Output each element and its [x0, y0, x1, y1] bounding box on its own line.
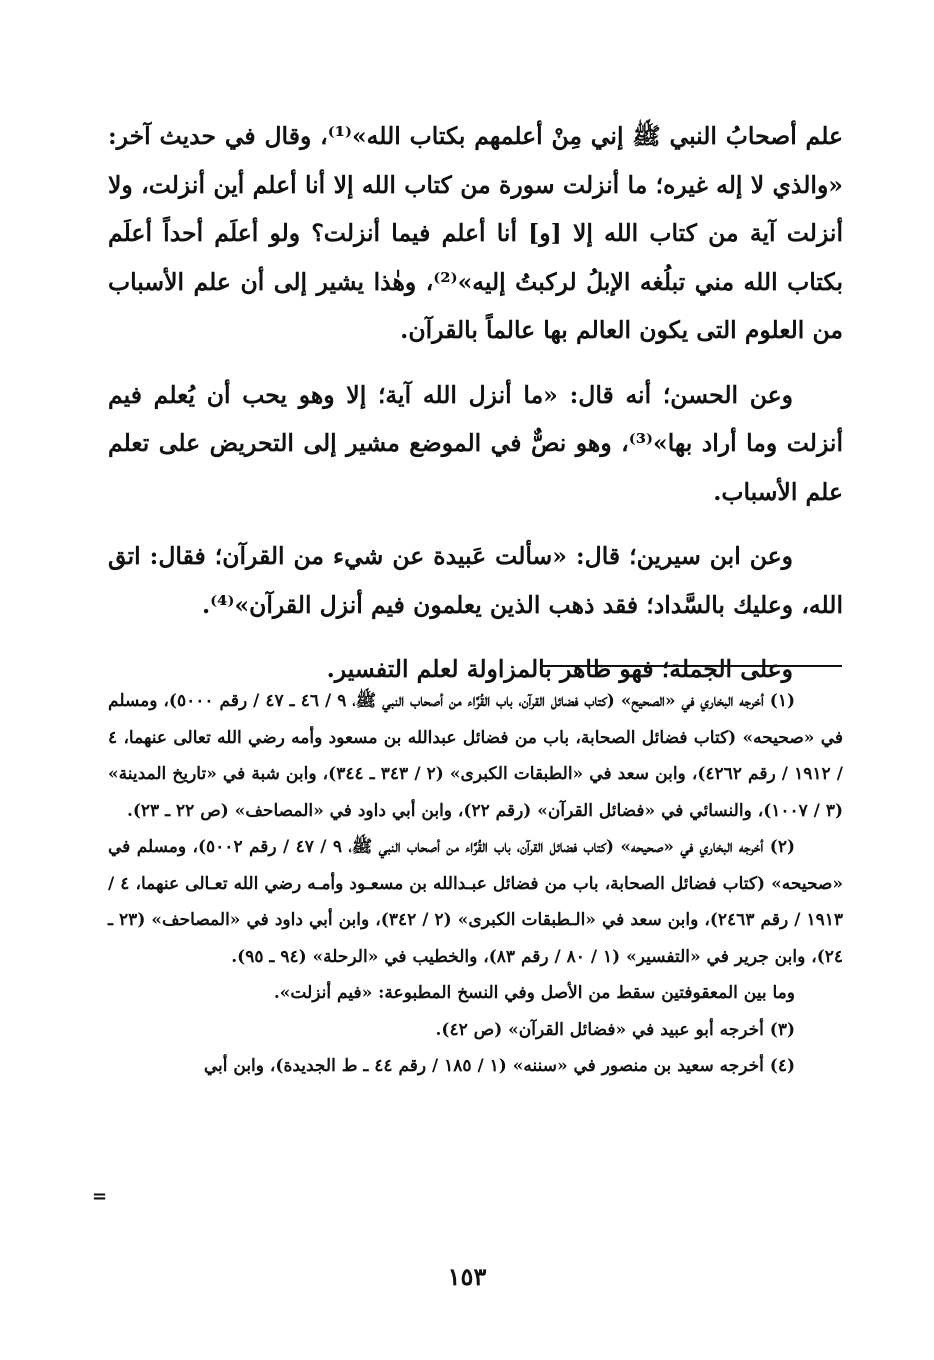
paragraph-2	[108, 371, 843, 517]
footnote-3: (٣) أخرجه أبو عبيد في «فضائل القرآن» (ص ٤٢).	[435, 1019, 795, 1040]
footnote-2: (٢) أخرجه البخاري في «صحيحه» (كتاب فضائل القرآن، باب القُرَّاء من أصحاب النبي ﷺ، ٩ / ٤٧ / رقم ٥٠٠٢)، ومسلم في «صحيحه» (كتاب فضائل الصحابة، باب من فضائل عبـدالله بن مسعـود وأمـه رضي الله تعـالى عنهما، ٤ / ١٩١٣ / رقم ٢٤٦٣)، وابن سعد في «الـطبقات الكبرى» (٢ / ٣٤٢)، وابن أبي داود في «المصاحف» (٢٣ ـ ٢٤)، وابن جرير في «التفسير» (١ / ٨٠ / رقم ٨٣)، والخطيب في «الرحلة» (٩٤ ـ ٩٥).	[108, 837, 843, 967]
footnote-2-note: وما بين المعقوفتين سقط من الأصل وفي النسخ المطبوعة: «فيم أنزلت».	[273, 983, 795, 1003]
main-text	[108, 112, 843, 694]
footnote-divider	[540, 665, 842, 667]
footnote-1: (١) أخرجه البخاري في «الصحيح» (كتاب فضائل القرآن، باب القُرَّاء من أصحاب النبي ﷺ، ٩ / ٤٦ ـ ٤٧ / رقم ٥٠٠٠)، ومسلم في «صحيحه» (كتاب فضائل الصحابة، باب من فضائل عبدالله بن مسعود وأمه رضي الله تعالى عنهما، ٤ / ١٩١٢ / رقم ٤٢٦٢)، وابن سعد في «الطبقات الكبرى» (٢ / ٣٤٣ ـ ٣٤٤)، وابن شبة في «تاريخ المدينة» (٣ / ١٠٠٧)، والنسائي في «فضائل القرآن» (رقم ٢٢)، وابن أبي داود في «المصاحف» (ص ٢٢ ـ ٢٣).	[108, 691, 843, 821]
paragraph-3	[108, 532, 843, 629]
paragraph-1-text: علم أصحابُ النبي ﷺ إني مِنْ أعلمهم بكتاب الله»⁽¹⁾، وقال في حديث آخر: «والذي لا إله غيره؛ ما أنزلت سورة من كتاب الله إلا أنا أعلم أين أنزلت، ولا أنزلت آية من كتاب الله إلا [و] أنا أعلم فيما أنزلت؟ ولو أعلَم أحداً أعلَم بكتاب الله مني تبلُغه الإبلُ لركبتُ إليه»⁽²⁾، وهٰذا يشير إلى أن علم الأسباب من العلوم التى يكون العالم بها عالماً بالقرآن.	[108, 122, 843, 344]
page-number: ١٥٣	[447, 1262, 487, 1291]
footnotes	[108, 683, 843, 1085]
paragraph-3-text: وعن ابن سيرين؛ قال: «سألت عَبيدة عن شيء من القرآن؛ فقال: اتق الله، وعليك بالسَّداد؛ فقد ذهب الذين يعلمون فيم أنزل القرآن»⁽⁴⁾.	[108, 542, 843, 619]
paragraph-2-text: وعن الحسن؛ أنه قال: «ما أنزل الله آية؛ إلا وهو يحب أن يُعلم فيم أنزلت وما أراد بها»⁽³⁾، وهو نصٌّ في الموضع مشير إلى التحريض على تعلم علم الأسباب.	[108, 380, 843, 506]
continuation-mark: =	[92, 1186, 108, 1207]
footnote-4: (٤) أخرجه سعيد بن منصور في «سننه» (١ / ١٨٥ / رقم ٤٤ ـ ط الجديدة)، وابن أبي	[203, 1056, 795, 1076]
paragraph-1	[108, 112, 843, 355]
paragraph-4-text: وعلى الجملة؛ فهو ظاهر بالمزاولة لعلم التفسير.	[326, 655, 793, 683]
